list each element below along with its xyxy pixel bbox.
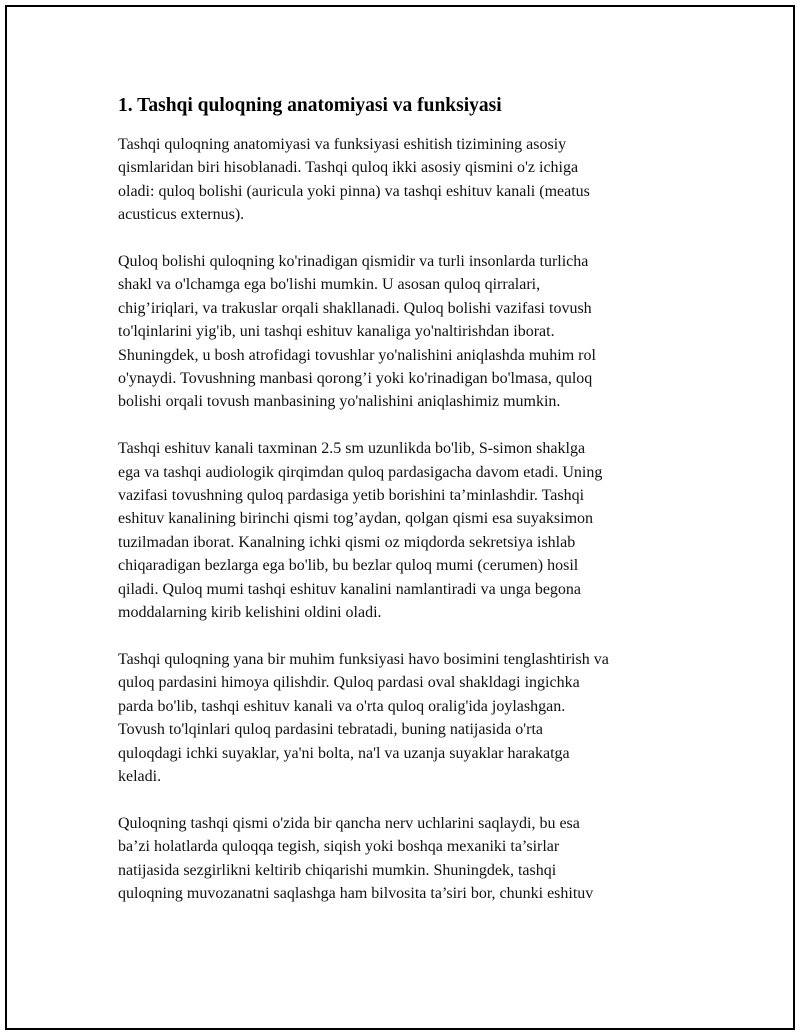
paragraph-2 xyxy=(118,250,690,414)
text-line: Tashqi eshituv kanali taxminan 2.5 sm uzunlikda bo'lib, S-simon shaklga xyxy=(118,440,586,458)
text-line: Quloqning tashqi qismi o'zida bir qancha nerv uchlarini saqlaydi, bu esa xyxy=(118,814,580,832)
text-line: Quloq bolishi quloqning ko'rinadigan qismidir va turli insonlarda turlicha xyxy=(118,253,589,271)
text-line: eshituv kanalining birinchi qismi tog’aydan, qolgan qismi esa suyaksimon xyxy=(118,510,594,528)
text-line: moddalarning kirib kelishini oldini oladi. xyxy=(118,604,382,622)
text-line: quloqdagi ichki suyaklar, ya'ni bolta, na'l va uzanja suyaklar harakatga xyxy=(118,744,570,762)
text-line: ega va tashqi audiologik qirqimdan quloq pardasigacha davom etadi. Uning xyxy=(118,463,603,481)
text-line: keladi. xyxy=(118,767,162,785)
text-line: Shuningdek, u bosh atrofidagi tovushlar yo'nalishini aniqlashda muhim rol xyxy=(118,346,596,364)
text-line: to'lqinlarini yig'ib, uni tashqi eshituv kanaliga yo'naltirishdan iborat. xyxy=(118,323,555,341)
paragraph-4 xyxy=(118,648,690,788)
text-line: Tashqi quloqning yana bir muhim funksiyasi havo bosimini tenglashtirish va xyxy=(118,650,609,668)
text-line: qiladi. Quloq mumi tashqi eshituv kanalini namlantiradi va unga begona xyxy=(118,580,582,598)
section-heading: 1. Tashqi quloqning anatomiyasi va funksiyasi xyxy=(118,95,502,116)
text-line: Tovush to'lqinlari quloq pardasini tebratadi, buning natijasida o'rta xyxy=(118,721,543,739)
text-line: tuzilmadan iborat. Kanalning ichki qismi oz miqdorda sekretsiya ishlab xyxy=(118,533,576,551)
text-line: chiqaradigan bezlarga ega bo'lib, bu bezlar quloq mumi (cerumen) hosil xyxy=(118,557,579,575)
text-line: quloq pardasini himoya qilishdir. Quloq pardasi oval shakldagi ingichka xyxy=(118,674,580,692)
text-line: vazifasi tovushning quloq pardasiga yetib borishini ta’minlashdir. Tashqi xyxy=(118,487,585,505)
text-line: natijasida sezgirlikni keltirib chiqarishi mumkin. Shuningdek, tashqi xyxy=(118,861,557,879)
paragraph-1 xyxy=(118,133,690,227)
text-line: bolishi orqali tovush manbasining yo'nalishini aniqlashimiz mumkin. xyxy=(118,393,561,411)
text-line: o'ynaydi. Tovushning manbasi qorong’i yoki ko'rinadigan bo'lmasa, quloq xyxy=(118,370,593,388)
text-line: oladi: quloq bolishi (auricula yoki pinna) va tashqi eshituv kanali (meatus xyxy=(118,182,590,200)
text-line: chig’iriqlari, va trakuslar orqali shakllanadi. Quloq bolishi vazifasi tovush xyxy=(118,299,592,317)
text-line: acusticus externus). xyxy=(118,206,245,224)
text-line: Tashqi quloqning anatomiyasi va funksiyasi eshitish tizimining asosiy xyxy=(118,136,567,153)
text-line: parda bo'lib, tashqi eshituv kanali va o'rta quloq oralig'ida joylashgan. xyxy=(118,697,566,715)
text-line: ba’zi holatlarda quloqqa tegish, siqish yoki boshqa mexaniki ta’sirlar xyxy=(118,838,560,856)
document-body xyxy=(118,93,690,929)
text-line: shakl va o'lchamga ega bo'lishi mumkin. U asosan quloq qirralari, xyxy=(118,276,541,294)
paragraph-5 xyxy=(118,812,690,906)
text-line: quloqning muvozanatni saqlashga ham bilvosita ta’siri bor, chunki eshituv xyxy=(118,884,594,902)
paragraph-3 xyxy=(118,437,690,624)
text-line: qismlaridan biri hisoblanadi. Tashqi quloq ikki asosiy qismini o'z ichiga xyxy=(118,159,579,177)
